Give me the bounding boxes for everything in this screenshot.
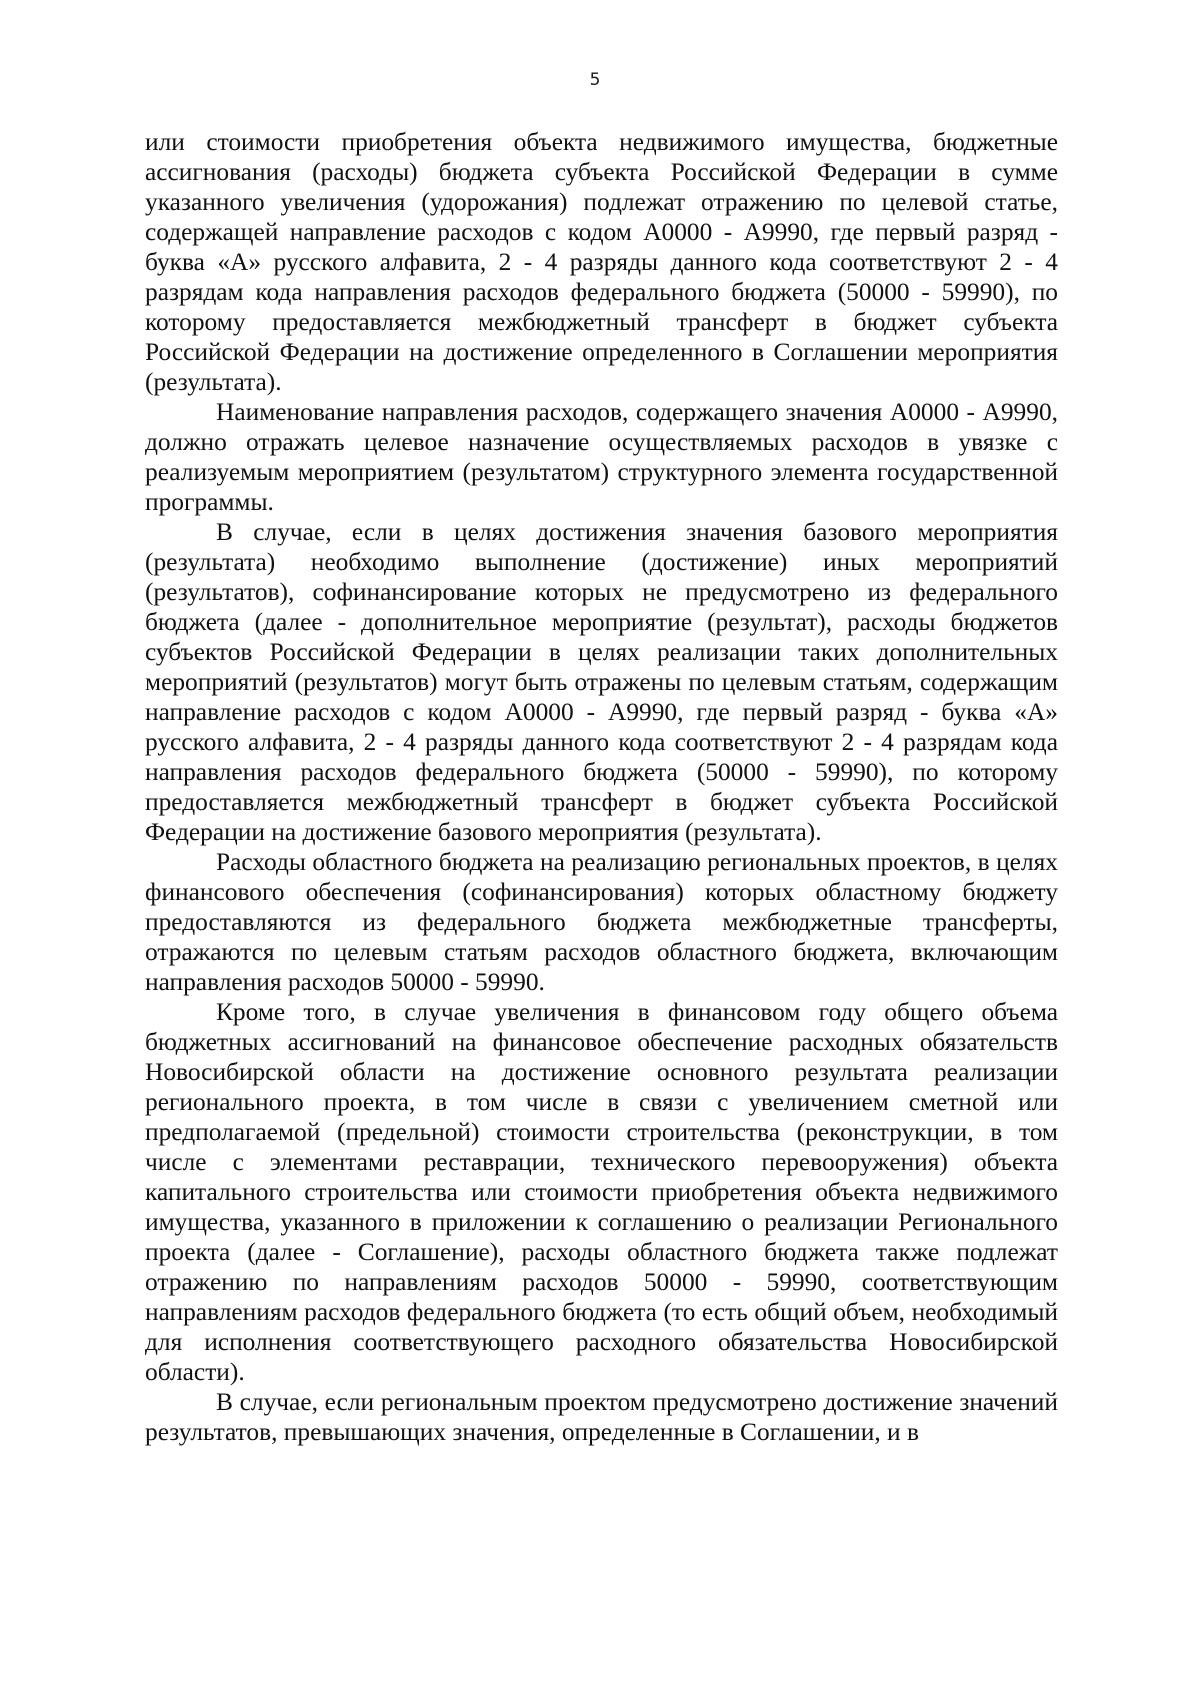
page-number: 5	[589, 70, 601, 90]
paragraph: или стоимости приобретения объекта недвижимого имущества, бюджетные ассигнования (расходы) бюджета субъекта Российской Федерации в сумме указанного увеличения (удорожания) подлежат отражению по целевой статье, содержащей направление расходов с кодом А0000 - А9990, где первый разряд - буква «А» русского алфавита, 2 - 4 разряды данного кода соответствуют 2 - 4 разрядам кода направления расходов федерального бюджета (50000 - 59990), по которому предоставляется межбюджетный трансферт в бюджет субъекта Российской Федерации на достижение определенного в Соглашении мероприятия (результата).	[145, 128, 1058, 396]
paragraph: В случае, если региональным проектом предусмотрено достижение значений результатов, превышающих значения, определенные в Соглашении, и в	[145, 1388, 1058, 1446]
document-body	[145, 127, 1058, 1447]
paragraph: В случае, если в целях достижения значения базового мероприятия (результата) необходимо выполнение (достижение) иных мероприятий (результатов), софинансирование которых не предусмотрено из федерального бюджета (далее - дополнительное мероприятие (результат), расходы бюджетов субъектов Российской Федерации в целях реализации таких дополнительных мероприятий (результатов) могут быть отражены по целевым статьям, содержащим направление расходов с кодом А0000 - А9990, где первый разряд - буква «А» русского алфавита, 2 - 4 разряды данного кода соответствуют 2 - 4 разрядам кода направления расходов федерального бюджета (50000 - 59990), по которому предоставляется межбюджетный трансферт в бюджет субъекта Российской Федерации на достижение базового мероприятия (результата).	[145, 518, 1058, 846]
paragraph: Наименование направления расходов, содержащего значения А0000 - А9990, должно отражать целевое назначение осуществляемых расходов в увязке с реализуемым мероприятием (результатом) структурного элемента государственной программы.	[145, 398, 1058, 516]
paragraph: Расходы областного бюджета на реализацию региональных проектов, в целях финансового обеспечения (софинансирования) которых областному бюджету предоставляются из федерального бюджета межбюджетные трансферты, отражаются по целевым статьям расходов областного бюджета, включающим направления расходов 50000 - 59990.	[145, 848, 1058, 996]
paragraph: Кроме того, в случае увеличения в финансовом году общего объема бюджетных ассигнований на финансовое обеспечение расходных обязательств Новосибирской области на достижение основного результата реализации регионального проекта, в том числе в связи с увеличением сметной или предполагаемой (предельной) стоимости строительства (реконструкции, в том числе с элементами реставрации, технического перевооружения) объекта капитального строительства или стоимости приобретения объекта недвижимого имущества, указанного в приложении к соглашению о реализации Регионального проекта (далее - Соглашение), расходы областного бюджета также подлежат отражению по направлениям расходов 50000 - 59990, соответствующим направлениям расходов федерального бюджета (то есть общий объем, необходимый для исполнения соответствующего расходного обязательства Новосибирской области).	[145, 998, 1058, 1386]
